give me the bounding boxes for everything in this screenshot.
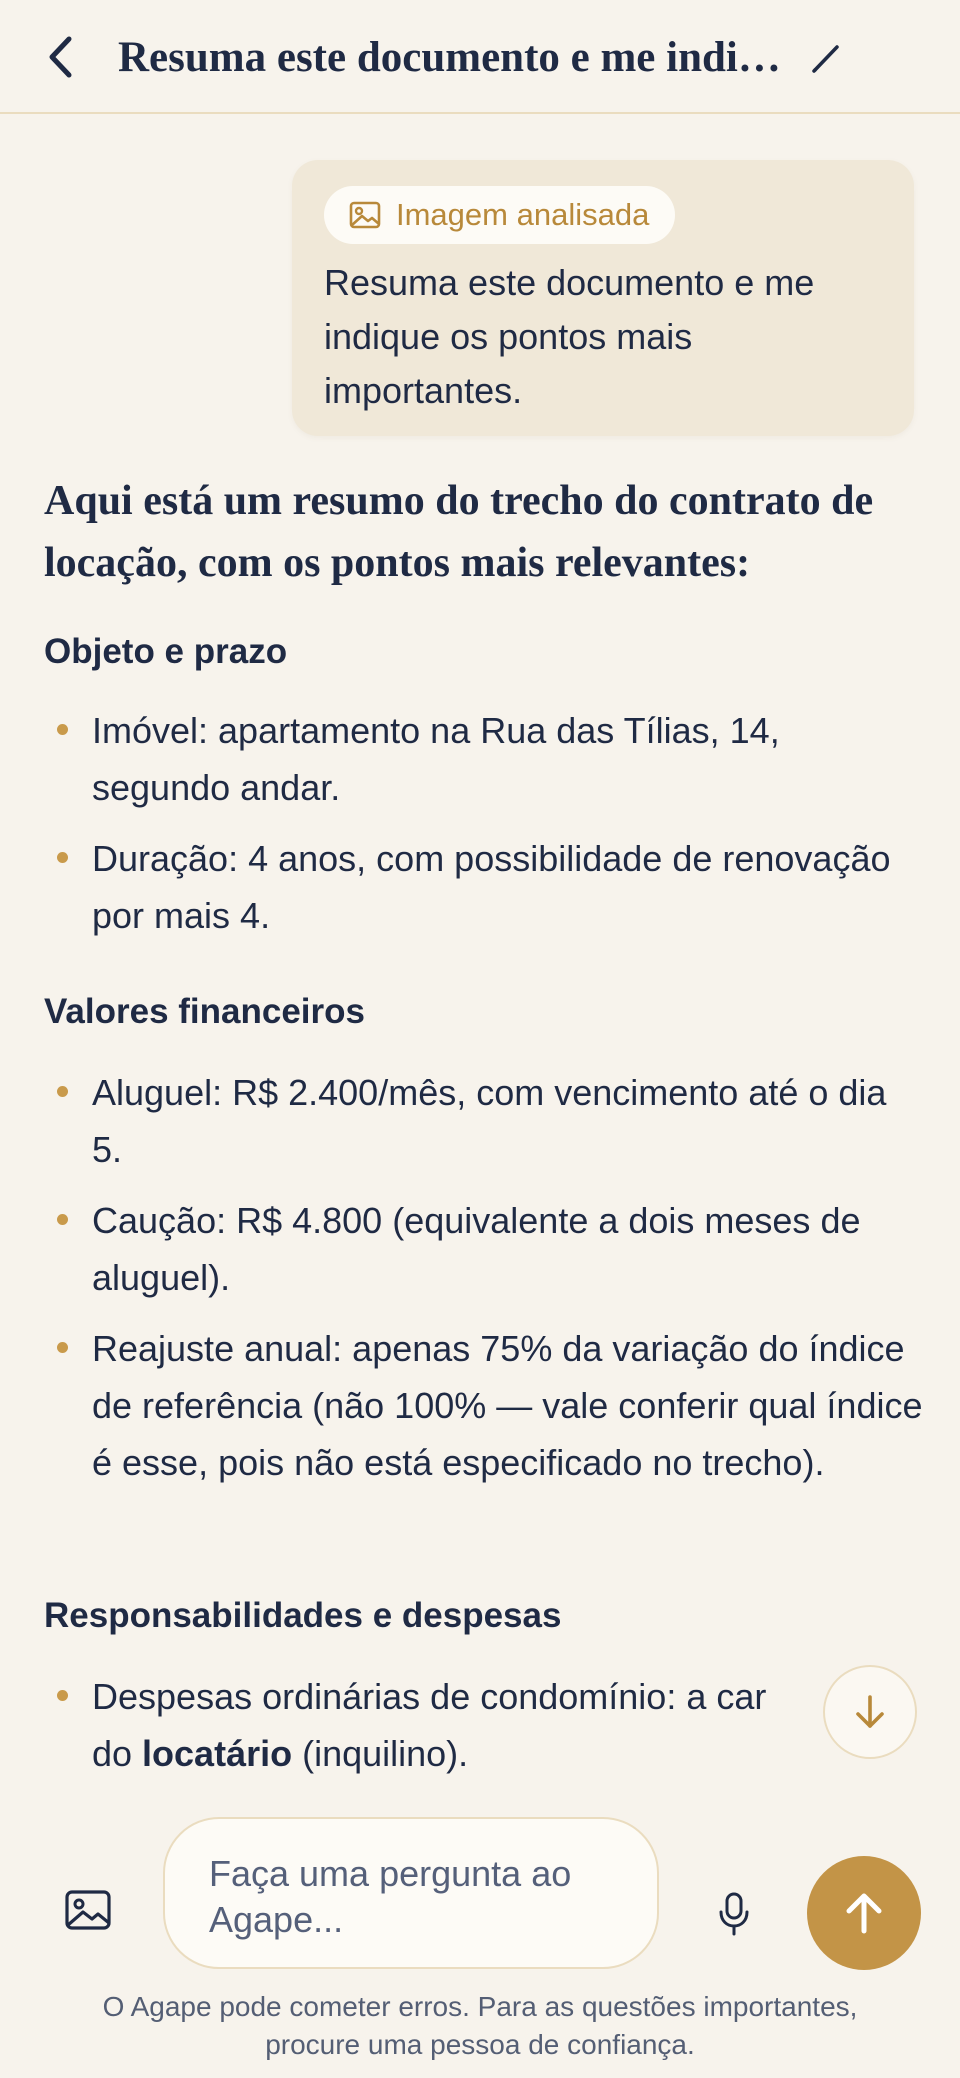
list-item-text: Imóvel: apartamento na Rua das Tílias, 14, segundo andar. — [92, 710, 780, 808]
image-icon — [348, 200, 382, 230]
bullet-dot — [57, 1086, 68, 1097]
section-title-objeto: Objeto e prazo — [44, 632, 288, 671]
disclaimer-line-1: O Agape pode cometer erros. Para as questões importantes, — [102, 1991, 858, 2022]
section-title-valores: Valores financeiros — [44, 992, 365, 1031]
list-item — [44, 1668, 924, 1782]
list-item-text-lead: do — [92, 1733, 143, 1774]
image-icon — [64, 1889, 112, 1931]
list-item — [44, 1192, 924, 1306]
bullet-dot — [57, 1690, 68, 1701]
list-item — [44, 1064, 924, 1178]
list-item-text-line1: Despesas ordinárias de condomínio: a car — [92, 1676, 767, 1717]
arrow-up-icon — [842, 1889, 886, 1937]
bullet-dot — [57, 1342, 68, 1353]
disclaimer — [0, 1988, 960, 2064]
list-item-bold-term: locatário — [142, 1733, 293, 1774]
edit-title-button[interactable] — [804, 36, 848, 80]
list-item-text — [92, 1668, 924, 1782]
microphone-button[interactable] — [706, 1886, 762, 1942]
list-item-text: Caução: R$ 4.800 (equivalente a dois meses de aluguel). — [92, 1200, 861, 1298]
bullet-dot — [57, 1214, 68, 1225]
list-item — [44, 702, 924, 816]
chevron-left-icon — [45, 35, 75, 79]
microphone-icon — [717, 1891, 751, 1937]
attachment-chip[interactable] — [324, 186, 675, 244]
attach-image-button[interactable] — [58, 1880, 118, 1940]
list-item-text: Duração: 4 anos, com possibilidade de renovação por mais 4. — [92, 838, 891, 936]
user-message-bubble — [292, 160, 914, 436]
section-title-responsabilidades: Responsabilidades e despesas — [44, 1596, 562, 1635]
answer-intro: Aqui está um resumo do trecho do contrato de locação, com os pontos mais relevantes: — [44, 478, 874, 586]
list-item — [44, 1320, 924, 1491]
page-title: Resuma este documento e me indi… — [118, 34, 781, 81]
list-item-text-suffix: (inquilino). — [292, 1733, 469, 1774]
arrow-down-icon — [852, 1692, 888, 1732]
user-message-text: Resuma este documento e me indique os pontos mais importantes. — [324, 262, 815, 411]
send-button[interactable] — [807, 1856, 921, 1970]
list-item — [44, 830, 924, 944]
prompt-input[interactable] — [163, 1817, 659, 1969]
top-bar — [0, 0, 960, 114]
bullet-dot — [57, 852, 68, 863]
list-item-text: Aluguel: R$ 2.400/mês, com vencimento até o dia 5. — [92, 1072, 887, 1170]
assistant-answer-intro-block — [44, 470, 924, 594]
attachment-label: Imagem analisada — [396, 197, 650, 232]
scroll-to-bottom-button[interactable] — [823, 1665, 917, 1759]
back-button[interactable] — [30, 22, 90, 92]
disclaimer-line-2: procure uma pessoa de confiança. — [265, 2029, 695, 2060]
list-item-text: Reajuste anual: apenas 75% da variação do índice de referência (não 100% — vale conferir qual índice é esse, pois não está especificado no trecho). — [92, 1328, 923, 1483]
bullet-dot — [57, 724, 68, 735]
pencil-icon — [810, 42, 842, 74]
